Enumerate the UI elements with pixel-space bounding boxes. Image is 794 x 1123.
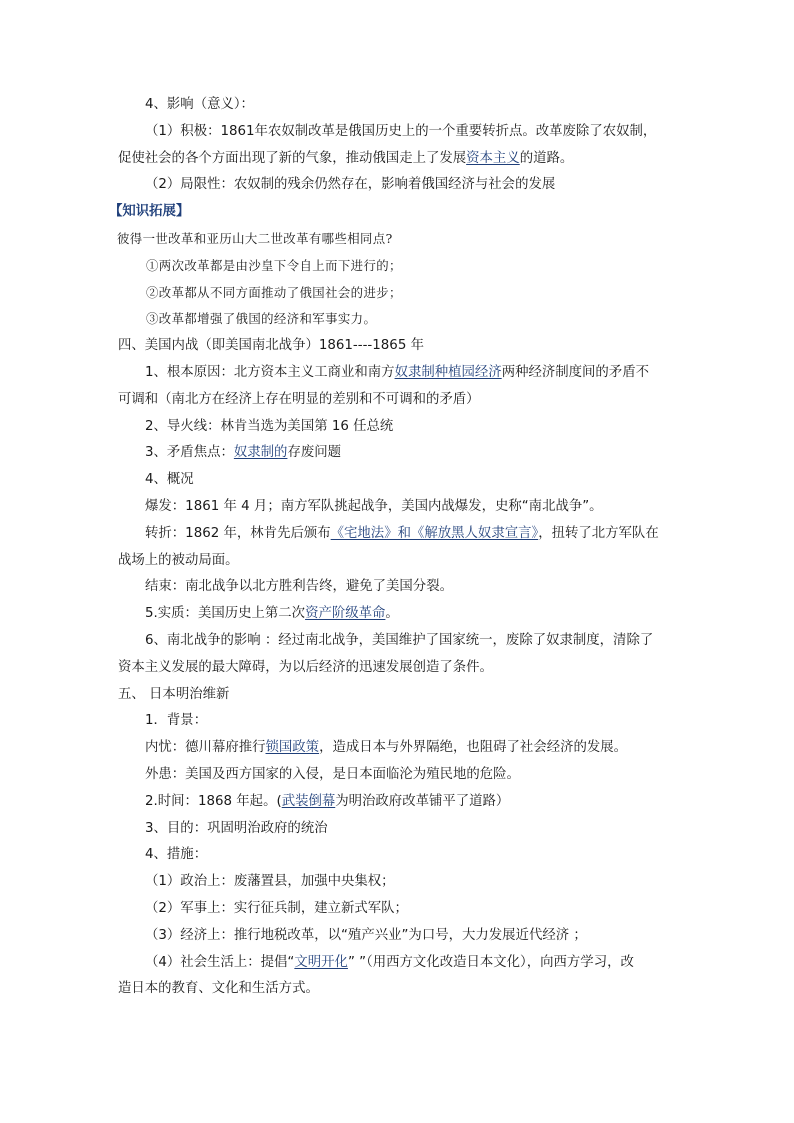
text-line: 战场上的被动局面。 (118, 552, 239, 568)
underlined-term: 资本主义 (466, 150, 520, 166)
text-line: （3）经济上：推行地税改革，以“殖产兴业”为口号，大力发展近代经济 ； (145, 927, 587, 943)
text-line: 6、南北战争的影响 ：经过南北战争，美国维护了国家统一，废除了奴隶制度，清除了 (145, 632, 654, 648)
text-line: （2）局限性：农奴制的残余仍然存在，影响着俄国经济与社会的发展 (145, 177, 556, 193)
answer-item: ①两次改革都是由沙皇下令自上而下进行的； (146, 257, 402, 273)
answer-item: ②改革都从不同方面推动了俄国社会的进步； (146, 284, 402, 300)
text-line: 爆发：1861 年 4 月；南方军队挑起战争，美国内战爆发，史称“南北战争”。 (145, 498, 603, 514)
text-line: （1）积极：1861年农奴制改革是俄国历史上的一个重要转折点。改革废除了农奴制， (145, 123, 657, 139)
text-line: 2、导火线：林肯当选为美国第 16 任总统 (145, 418, 394, 434)
knowledge-expansion-heading: 【知识拓展】 (109, 204, 190, 220)
underlined-term: 锁国政策 (265, 740, 320, 756)
document-body (109, 92, 678, 1003)
underlined-term: 文明开化 (294, 954, 348, 970)
text-line: 结束：南北战争以北方胜利告终，避免了美国分裂。 (145, 579, 453, 595)
section-heading-us-civil-war: 四、美国内战（即美国南北战争）1861----1865 年 (118, 338, 424, 354)
text-line: 3、矛盾焦点：奴隶制的存废问题 (145, 445, 341, 461)
text-line: （2）军事上：实行征兵制，建立新式军队； (145, 900, 408, 916)
text-line: （1）政治上：废藩置县，加强中央集权； (145, 874, 395, 890)
text-line: 5.实质：美国历史上第二次资产阶级革命。 (145, 606, 399, 622)
text-line: 可调和（南北方在经济上存在明显的差别和不可调和的矛盾） (118, 391, 480, 407)
text-line: 2.时间：1868 年起。(武装倒幕为明治政府改革铺平了道路） (145, 793, 510, 809)
text-line: 转折：1862 年，林肯先后颁布《宅地法》和《解放黑人奴隶宣言》，扭转了北方军队在 (145, 525, 659, 541)
text-line: 造日本的教育、文化和生活方式。 (118, 981, 319, 997)
text-line: （4）社会生活上：提倡“文明开化” ”（用西方文化改造日本文化），向西方学习，改 (145, 954, 634, 970)
underlined-term: 《宅地法》和《解放黑人奴隶宣言》 (330, 525, 539, 541)
text-line: 1、根本原因：北方资本主义工商业和南方奴隶制种植园经济两种经济制度间的矛盾不 (145, 364, 649, 380)
text-line: 内忧：德川幕府推行锁国政策，造成日本与外界隔绝，也阻碍了社会经济的发展。 (145, 740, 628, 756)
answer-item: ③改革都增强了俄国的经济和军事实力。 (146, 311, 377, 327)
text-line: 外患：美国及西方国家的入侵，是日本面临沦为殖民地的危险。 (145, 766, 520, 782)
text-line: 资本主义发展的最大障碍，为以后经济的迅速发展创造了条件。 (118, 659, 493, 675)
underlined-term: 武装倒幕 (281, 793, 336, 809)
underlined-term: 奴隶制种植园经济 (394, 364, 502, 380)
question-line: 彼得一世改革和亚历山大二世改革有哪些相同点? (117, 230, 393, 246)
text-line: 促使社会的各个方面出现了新的气象，推动俄国走上了发展资本主义的道路。 (118, 150, 574, 166)
text-line: 3、目的：巩固明治政府的统治 (145, 820, 328, 836)
underlined-term: 资产阶级革命 (305, 606, 386, 622)
text-line: 4、措施： (145, 847, 208, 863)
section-heading-meiji-restoration: 五、 日本明治维新 (118, 686, 230, 702)
heading-influence: 4、影响（意义）： (145, 97, 254, 112)
text-line: 4、概况 (145, 472, 194, 488)
underlined-term: 奴隶制的 (233, 445, 288, 461)
text-line: 1．背景： (145, 713, 208, 729)
